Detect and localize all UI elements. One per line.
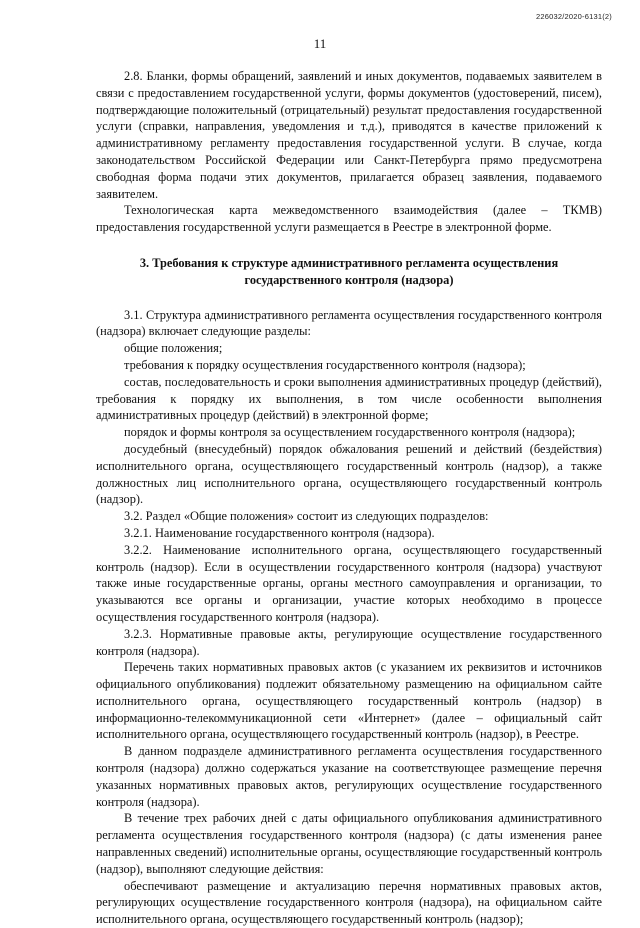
page-number: 11: [313, 36, 327, 51]
list-item-control: порядок и формы контроля за осуществлением государственного контроля (надзора);: [124, 425, 576, 440]
paragraph-2-8: 2.8. Бланки, формы обращений, заявлений и иных документов, подаваемых заявителем в связи с предоставлением государственной услуги, формы документов (удостоверений, писем), подтверждающие положительный (отрицательный) результат предоставления государственной услуги (справки, направления, уведомления и т.д.), приводятся в качестве приложений к административному регламенту предоставления государственной услуги. В случае, когда законодательством Российской Федерации или Санкт-Петербурга прямо предусмотрена свободная форма подачи этих документов, прилагается образец заявления, подаваемого заявителем.: [96, 69, 602, 201]
paragraph-subsection-note: В данном подразделе административного регламента осуществления государственного контроля (надзора) должно содержаться указание на соответствующее размещение перечня указанных нормативных правовых актов, регулирующих осуществление государственного контроля (надзора).: [96, 744, 602, 809]
document-body: [96, 68, 602, 928]
list-item-requirements: требования к порядку осуществления государственного контроля (надзора);: [124, 357, 526, 372]
paragraph-3-2-2: 3.2.2. Наименование исполнительного органа, осуществляющего государственный контроль (надзор). Если в осуществлении государственного контроля (надзора) участвуют также иные государственные органы, органы местного самоуправления и организации, то указываются все органы и организации, участие которых необходимо в процессе осуществления государственного контроля (надзора).: [96, 542, 602, 624]
document-code: 226032/2020-6131(2): [536, 12, 612, 21]
paragraph-3-2-3: 3.2.3. Нормативные правовые акты, регулирующие осуществление государственного контроля (надзора).: [96, 626, 602, 658]
paragraph-tkmv: Технологическая карта межведомственного взаимодействия (далее – ТКМВ) предоставления государственной услуги размещается в Реестре в электронной форме.: [96, 203, 602, 235]
paragraph-three-days: В течение трех рабочих дней с даты официального опубликования административного регламента осуществления государственного контроля (надзора) (с даты изменения ранее направленных сведений) исполнительные органы, осуществляющие государственный контроль (надзор), выполняют следующие действия:: [96, 811, 603, 876]
section-3-heading: 3. Требования к структуре административного регламента осуществления государственного контроля (надзора): [139, 255, 559, 287]
list-item-general: общие положения;: [124, 341, 223, 356]
paragraph-3-2: 3.2. Раздел «Общие положения» состоит из следующих подразделов:: [124, 509, 489, 524]
list-item-appeal: досудебный (внесудебный) порядок обжалования решений и действий (бездействия) исполнительного органа, осуществляющего государственный контроль (надзор), а также должностных лиц исполнительного органа, осуществляющего государственный контроль (надзор).: [96, 441, 602, 507]
paragraph-actualization: обеспечивают размещение и актуализацию перечня нормативных правовых актов, регулирующих осуществление государственного контроля (надзора), на официальном сайте исполнительного органа, осуществляющего государственный контроль (надзор);: [96, 878, 602, 927]
paragraph-3-2-1: 3.2.1. Наименование государственного контроля (надзора).: [124, 525, 435, 540]
list-item-procedures: состав, последовательность и сроки выполнения административных процедур (действий), требования к порядку их выполнения, в том числе особенности выполнения административных процедур (действий) в электронной форме;: [96, 374, 602, 423]
paragraph-list-publication: Перечень таких нормативных правовых актов (с указанием их реквизитов и источников официального опубликования) подлежит обязательному размещению на официальном сайте исполнительного органа, осуществляющего государственный контроль (надзор) в информационно-телекоммуникационной сети «Интернет» (далее – официальный сайт исполнительного органа, осуществляющего государственный контроль (надзор), в Реестре.: [96, 660, 602, 742]
paragraph-3-1: 3.1. Структура административного регламента осуществления государственного контроля (надзора) включает следующие разделы:: [96, 307, 602, 339]
